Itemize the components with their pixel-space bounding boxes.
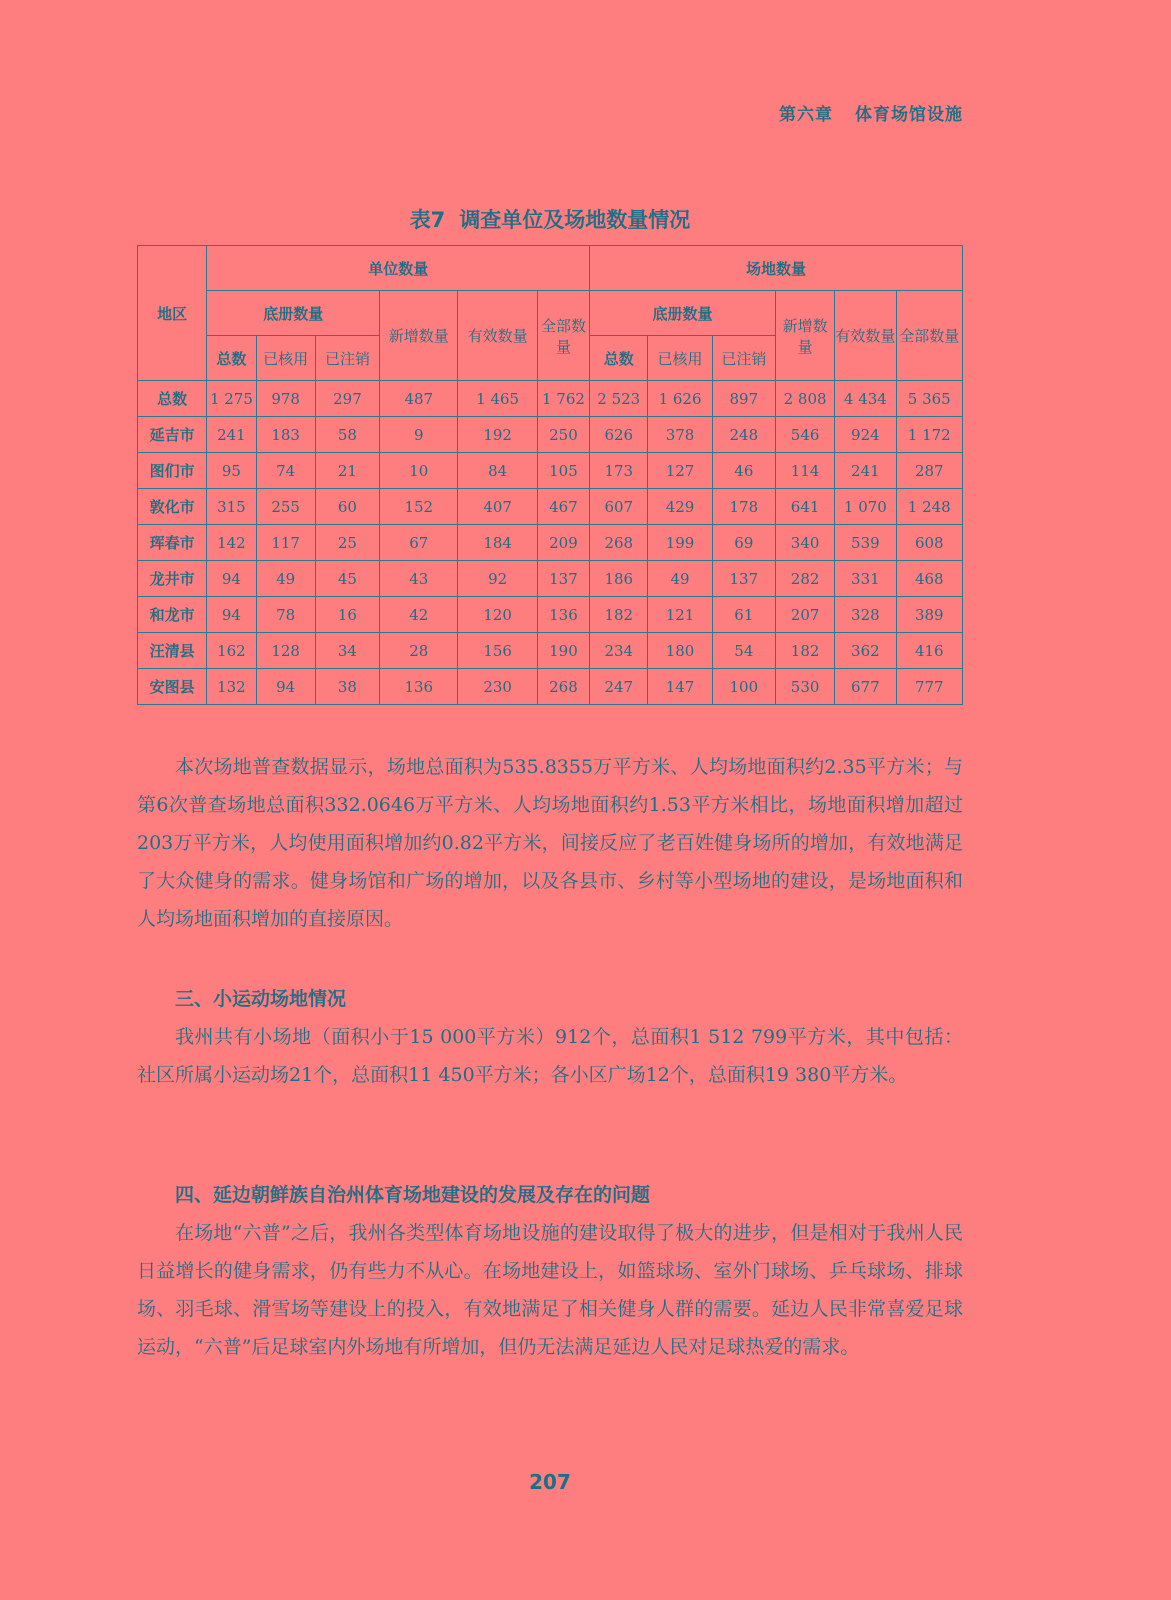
table-cell: 230 xyxy=(458,669,537,705)
page-number: 207 xyxy=(529,1470,571,1494)
table-cell: 268 xyxy=(590,525,648,561)
table-cell: 136 xyxy=(380,669,458,705)
table-cell: 192 xyxy=(458,417,537,453)
table-cell: 173 xyxy=(590,453,648,489)
table-cell: 147 xyxy=(648,669,712,705)
table-cell: 777 xyxy=(896,669,962,705)
table-cell: 255 xyxy=(256,489,315,525)
table-row xyxy=(138,633,963,669)
header-venue-valid: 有效数量 xyxy=(835,291,896,381)
header-venue-checked: 已核用 xyxy=(648,336,712,381)
table-cell: 10 xyxy=(380,453,458,489)
table-cell: 897 xyxy=(712,381,775,417)
header-region: 地区 xyxy=(138,246,207,381)
table-cell: 67 xyxy=(380,525,458,561)
table-cell: 340 xyxy=(775,525,834,561)
table-row xyxy=(138,453,963,489)
region-cell: 延吉市 xyxy=(138,417,207,453)
table-cell: 241 xyxy=(835,453,896,489)
table-cell: 247 xyxy=(590,669,648,705)
table-cell: 626 xyxy=(590,417,648,453)
header-unit-valid: 有效数量 xyxy=(458,291,537,381)
table-cell: 69 xyxy=(712,525,775,561)
header-unit-total: 总数 xyxy=(207,336,256,381)
table-cell: 94 xyxy=(256,669,315,705)
table-cell: 162 xyxy=(207,633,256,669)
paragraph-small-venues: 我州共有小场地（面积小于15 000平方米）912个，总面积1 512 799平方米，其中包括：社区所属小运动场21个，总面积11 450平方米；各小区广场12个，总面积19 380平方米。 xyxy=(137,1026,963,1086)
table-cell: 1 275 xyxy=(207,381,256,417)
table-body xyxy=(138,381,963,705)
table-cell: 467 xyxy=(537,489,589,525)
table-cell: 182 xyxy=(590,597,648,633)
table-cell: 607 xyxy=(590,489,648,525)
table-cell: 389 xyxy=(896,597,962,633)
body-section-1 xyxy=(137,748,963,938)
table-cell: 114 xyxy=(775,453,834,489)
table-cell: 530 xyxy=(775,669,834,705)
table-cell: 60 xyxy=(315,489,379,525)
table-cell: 546 xyxy=(775,417,834,453)
table-cell: 315 xyxy=(207,489,256,525)
table-cell: 54 xyxy=(712,633,775,669)
table-cell: 92 xyxy=(458,561,537,597)
table-cell: 28 xyxy=(380,633,458,669)
table-cell: 34 xyxy=(315,633,379,669)
table-cell: 136 xyxy=(537,597,589,633)
table-cell: 234 xyxy=(590,633,648,669)
table-cell: 46 xyxy=(712,453,775,489)
table-cell: 190 xyxy=(537,633,589,669)
body-section-2 xyxy=(137,980,963,1094)
table-cell: 677 xyxy=(835,669,896,705)
table-cell: 282 xyxy=(775,561,834,597)
table-cell: 183 xyxy=(256,417,315,453)
table-cell: 2 523 xyxy=(590,381,648,417)
table-cell: 1 070 xyxy=(835,489,896,525)
table-cell: 94 xyxy=(207,597,256,633)
table-cell: 978 xyxy=(256,381,315,417)
table-cell: 94 xyxy=(207,561,256,597)
header-unit-checked: 已核用 xyxy=(256,336,315,381)
table-cell: 5 365 xyxy=(896,381,962,417)
table-cell: 38 xyxy=(315,669,379,705)
table-cell: 43 xyxy=(380,561,458,597)
section-label: 体育场馆设施 xyxy=(855,105,963,125)
table-cell: 186 xyxy=(590,561,648,597)
table-cell: 137 xyxy=(712,561,775,597)
header-unit-all: 全部数量 xyxy=(537,291,589,381)
table-cell: 328 xyxy=(835,597,896,633)
table-cell: 142 xyxy=(207,525,256,561)
table-row xyxy=(138,381,963,417)
chapter-label: 第六章 xyxy=(779,105,833,125)
table-cell: 608 xyxy=(896,525,962,561)
header-venue-all: 全部数量 xyxy=(896,291,962,381)
table-cell: 117 xyxy=(256,525,315,561)
table-cell: 1 762 xyxy=(537,381,589,417)
table-row xyxy=(138,525,963,561)
body-section-3 xyxy=(137,1176,963,1366)
table-title xyxy=(0,204,1100,234)
table-cell: 132 xyxy=(207,669,256,705)
table-cell: 1 172 xyxy=(896,417,962,453)
region-cell: 和龙市 xyxy=(138,597,207,633)
table-cell: 58 xyxy=(315,417,379,453)
running-header xyxy=(779,100,963,125)
table-cell: 78 xyxy=(256,597,315,633)
table-cell: 105 xyxy=(537,453,589,489)
table-cell: 178 xyxy=(712,489,775,525)
table-row xyxy=(138,669,963,705)
table-cell: 45 xyxy=(315,561,379,597)
heading-development: 四、延边朝鲜族自治州体育场地建设的发展及存在的问题 xyxy=(175,1184,651,1206)
table-cell: 924 xyxy=(835,417,896,453)
table-cell: 2 808 xyxy=(775,381,834,417)
table-cell: 184 xyxy=(458,525,537,561)
table-cell: 539 xyxy=(835,525,896,561)
region-cell: 敦化市 xyxy=(138,489,207,525)
table-cell: 9 xyxy=(380,417,458,453)
table-row xyxy=(138,489,963,525)
table-cell: 207 xyxy=(775,597,834,633)
region-cell: 汪清县 xyxy=(138,633,207,669)
region-cell: 珲春市 xyxy=(138,525,207,561)
table-cell: 248 xyxy=(712,417,775,453)
table-cell: 287 xyxy=(896,453,962,489)
header-unit-group: 单位数量 xyxy=(207,246,590,291)
region-cell: 安图县 xyxy=(138,669,207,705)
table-cell: 74 xyxy=(256,453,315,489)
table-cell: 297 xyxy=(315,381,379,417)
table-cell: 362 xyxy=(835,633,896,669)
table-cell: 61 xyxy=(712,597,775,633)
paragraph-development: 在场地“六普”之后，我州各类型体育场地设施的建设取得了极大的进步，但是相对于我州人民日益增长的健身需求，仍有些力不从心。在场地建设上，如篮球场、室外门球场、乒乓球场、排球场、羽毛球、滑雪场等建设上的投入，有效地满足了相关健身人群的需要。延边人民非常喜爱足球运动，“六普”后足球室内外场地有所增加，但仍无法满足延边人民对足球热爱的需求。 xyxy=(137,1222,963,1358)
table-cell: 407 xyxy=(458,489,537,525)
table-cell: 331 xyxy=(835,561,896,597)
table-cell: 49 xyxy=(256,561,315,597)
table-cell: 152 xyxy=(380,489,458,525)
table-cell: 429 xyxy=(648,489,712,525)
table-row xyxy=(138,561,963,597)
table-cell: 4 434 xyxy=(835,381,896,417)
table-cell: 1 248 xyxy=(896,489,962,525)
table-cell: 268 xyxy=(537,669,589,705)
table-cell: 49 xyxy=(648,561,712,597)
table-cell: 95 xyxy=(207,453,256,489)
table-cell: 199 xyxy=(648,525,712,561)
table-cell: 127 xyxy=(648,453,712,489)
table-cell: 378 xyxy=(648,417,712,453)
table-cell: 25 xyxy=(315,525,379,561)
table-cell: 1 465 xyxy=(458,381,537,417)
data-table xyxy=(137,245,963,705)
region-cell: 龙井市 xyxy=(138,561,207,597)
table-cell: 641 xyxy=(775,489,834,525)
region-cell: 总数 xyxy=(138,381,207,417)
header-venue-group: 场地数量 xyxy=(590,246,963,291)
header-venue-cancelled: 已注销 xyxy=(712,336,775,381)
header-unit-new: 新增数量 xyxy=(380,291,458,381)
table-caption: 调查单位及场地数量情况 xyxy=(459,208,691,232)
table-cell: 416 xyxy=(896,633,962,669)
table-cell: 468 xyxy=(896,561,962,597)
table-cell: 1 626 xyxy=(648,381,712,417)
header-venue-registered: 底册数量 xyxy=(590,291,776,336)
table-cell: 21 xyxy=(315,453,379,489)
table-cell: 156 xyxy=(458,633,537,669)
table-cell: 137 xyxy=(537,561,589,597)
heading-small-venues: 三、小运动场地情况 xyxy=(175,988,347,1010)
table-cell: 487 xyxy=(380,381,458,417)
table-cell: 180 xyxy=(648,633,712,669)
table-cell: 209 xyxy=(537,525,589,561)
table-row xyxy=(138,417,963,453)
header-venue-new: 新增数量 xyxy=(775,291,834,381)
header-unit-registered: 底册数量 xyxy=(207,291,380,336)
table-row xyxy=(138,597,963,633)
table-cell: 42 xyxy=(380,597,458,633)
table-cell: 128 xyxy=(256,633,315,669)
table-cell: 121 xyxy=(648,597,712,633)
header-venue-total: 总数 xyxy=(590,336,648,381)
table-number: 表7 xyxy=(409,208,446,232)
table-cell: 100 xyxy=(712,669,775,705)
table-cell: 84 xyxy=(458,453,537,489)
table-cell: 182 xyxy=(775,633,834,669)
header-unit-cancelled: 已注销 xyxy=(315,336,379,381)
table-cell: 250 xyxy=(537,417,589,453)
table-cell: 241 xyxy=(207,417,256,453)
table-cell: 120 xyxy=(458,597,537,633)
region-cell: 图们市 xyxy=(138,453,207,489)
paragraph-area-summary: 本次场地普查数据显示，场地总面积为535.8355万平方米、人均场地面积约2.35平方米；与第6次普查场地总面积332.0646万平方米、人均场地面积约1.53平方米相比，场地面积增加超过203万平方米，人均使用面积增加约0.82平方米，间接反应了老百姓健身场所的增加，有效地满足了大众健身的需求。健身场馆和广场的增加，以及各县市、乡村等小型场地的建设，是场地面积和人均场地面积增加的直接原因。 xyxy=(137,756,963,930)
table-cell: 16 xyxy=(315,597,379,633)
